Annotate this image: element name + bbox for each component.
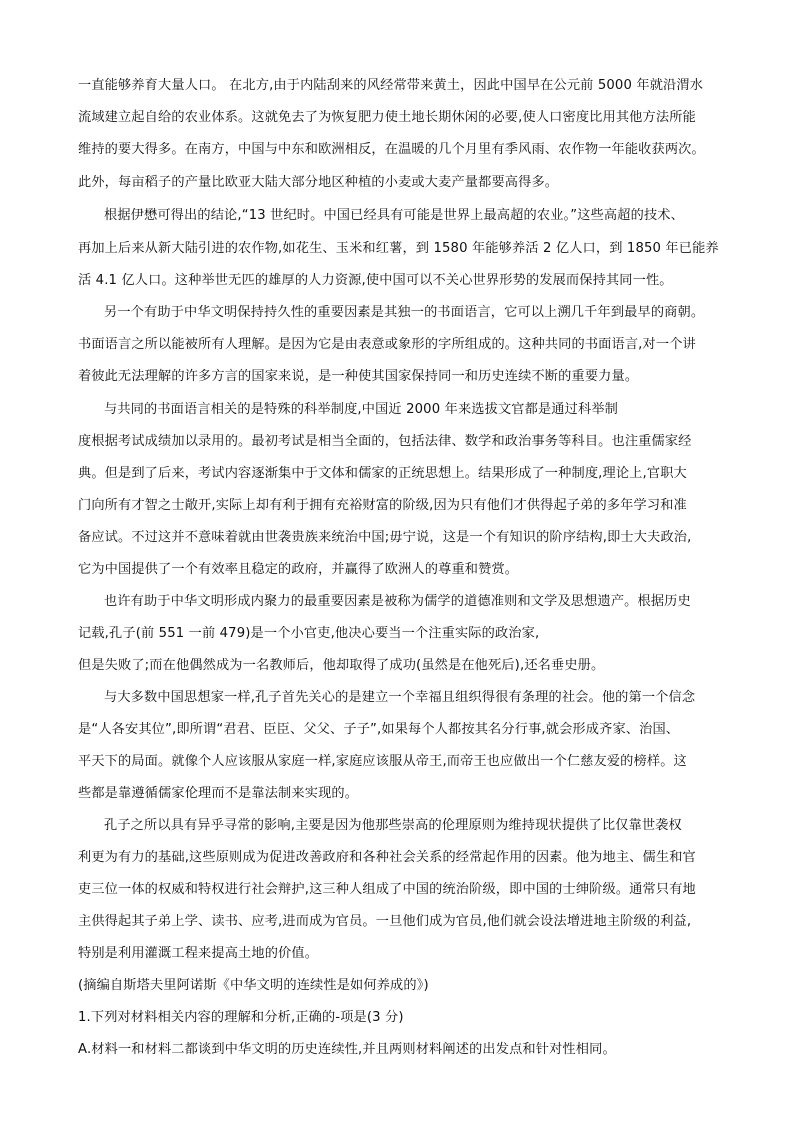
- paragraph-line: 也许有助于中华文明形成内聚力的最重要因素是被称为儒学的道德准则和文学及思想遗产。根据历史: [104, 594, 691, 609]
- paragraph-line: 特别是利用灌溉工程来提高土地的价值。: [78, 946, 319, 961]
- paragraph-line: 一直能够养育大量人口。 在北方,由于内陆刮来的风经常带来黄土，因此中国早在公元前 5000 年就沿渭水: [78, 78, 704, 93]
- paragraph-line: 些都是靠遵循儒家伦理而不是靠法制来实现的。: [78, 786, 359, 801]
- answer-option-a: A.材料一和材料二都谈到中华文明的历史连续性,并且两则材料阐述的出发点和针对性相同。: [78, 1042, 616, 1057]
- paragraph-line: 备应试。不过这并不意味着就由世袭贵族来统治中国;毋宁说，这是一个有知识的阶序结构,即士大夫政治,: [78, 530, 692, 545]
- paragraph-line: 流域建立起自给的农业体系。这就免去了为恢复肥力使土地长期休闲的必要,使人口密度比用其他方法所能: [78, 110, 696, 125]
- paragraph-line: 此外，每亩稻子的产量比欧亚大陆大部分地区种植的小麦或大麦产量都要高得多。: [78, 175, 559, 190]
- paragraph-line: 吏三位一体的权威和特权进行社会辩护,这三种人组成了中国的统治阶级，即中国的士绅阶级。通常只有地: [78, 882, 696, 897]
- paragraph-line: 利更为有力的基础,这些原则成为促进改善政府和各种社会关系的经常起作用的因素。他为地主、儒生和官: [78, 850, 696, 865]
- source-citation: (摘编自斯塔夫里阿诺斯《中华文明的连续性是如何养成的》): [78, 978, 429, 993]
- paragraph-line: 与大多数中国思想家一样,孔子首先关心的是建立一个幸福且组织得很有条理的社会。他的第一个信念: [104, 690, 696, 705]
- paragraph-line: 平天下的局面。就像个人应该服从家庭一样,家庭应该服从帝王,而帝王也应做出一个仁慈友爱的榜样。这: [78, 754, 687, 769]
- paragraph-line: 书面语言之所以能被所有人理解。是因为它是由表意或象形的字所组成的。这种共同的书面语言,对一个讲: [78, 337, 696, 352]
- paragraph-line: 它为中国提供了一个有效率且稳定的政府，并赢得了欧洲人的尊重和赞赏。: [78, 562, 519, 577]
- paragraph-line: 活 4.1 亿人口。这种举世无匹的雄厚的人力资源,使中国可以不关心世界形势的发展而保持其同一性。: [78, 273, 673, 288]
- paragraph-line: 门向所有才智之士敞开,实际上却有利于拥有充裕财富的阶级,因为只有他们才供得起子弟的多年学习和准: [78, 498, 687, 513]
- paragraph-line: 着彼此无法理解的许多方言的国家来说，是一种使其国家保持同一和历史连续不断的重要力量。: [78, 369, 639, 384]
- paragraph-line: 但是失败了;而在他偶然成为一名教师后，他却取得了成功(虽然是在他死后),还名垂史册。: [78, 658, 605, 673]
- paragraph-line: 再加上后来从新大陆引进的农作物,如花生、玉米和红薯，到 1580 年能够养活 2 亿人口，到 1850 年已能养: [78, 241, 719, 256]
- paragraph-line: 度根据考试成绩加以录用的。最初考试是相当全面的，包括法律、数学和政治事务等科目。也注重儒家经: [78, 434, 692, 449]
- paragraph-line: 主供得起其子弟上学、读书、应考,进而成为官员。一旦他们成为官员,他们就会设法增进地主阶级的利益,: [78, 914, 692, 929]
- paragraph-line: 记载,孔子(前 551 一前 479)是一个小官吏,他决心要当一个注重实际的政治家,: [78, 626, 540, 641]
- paragraph-line: 典。但是到了后来，考试内容逐渐集中于文体和儒家的正统思想上。结果形成了一种制度,理论上,官职大: [78, 466, 687, 481]
- paragraph-line: 根据伊懋可得出的结论,“13 世纪时。中国已经具有可能是世界上最高超的农业。”这些高超的技术、: [104, 208, 684, 223]
- question-stem: 1.下列对材料相关内容的理解和分析,正确的-项是(3 分): [78, 1010, 404, 1025]
- paragraph-line: 维持的要大得多。在南方，中国与中东和欧洲相反，在温暖的几个月里有季风雨、农作物一年能收获两次。: [78, 142, 705, 157]
- paragraph-line: 孔子之所以具有异乎寻常的影响,主要是因为他那些崇高的伦理原则为维持现状提供了比仅靠世袭权: [104, 818, 682, 833]
- paragraph-line: 另一个有助于中华文明保持持久性的重要因素是其独一的书面语言，它可以上溯几千年到最早的商朝。: [104, 305, 705, 320]
- paragraph-line: 与共同的书面语言相关的是特殊的科举制度,中国近 2000 年来选拔文官都是通过科举制: [104, 402, 618, 417]
- paragraph-line: 是“人各安其位”,即所谓“君君、臣臣、父父、子子”,如果每个人都按其名分行事,就会形成齐家、治国、: [78, 722, 680, 737]
